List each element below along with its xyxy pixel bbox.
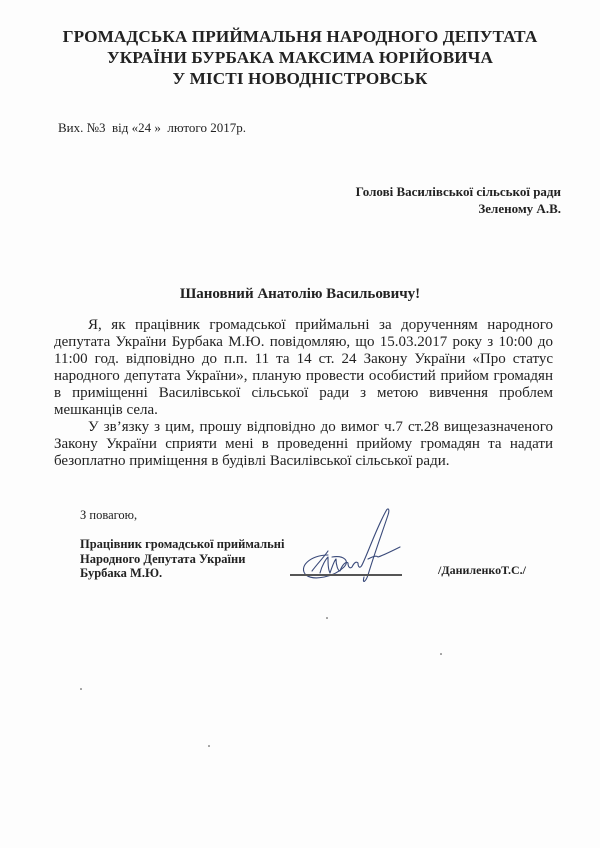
addressee-line-2: Зеленому А.В. — [478, 201, 561, 216]
letterhead — [0, 26, 600, 89]
letter-body — [54, 317, 553, 470]
signatory-title — [80, 537, 284, 581]
signatory-title-line-1: Працівник громадської приймальні — [80, 537, 285, 551]
body-paragraph-2: У зв’язку з цим, прошу відповідно до вимог ч.7 ст.28 вищезазначеного Закону України сприяти мені в проведенні прийому громадян та надати безоплатно приміщення в будівлі Василівської сільської ради. — [54, 419, 553, 469]
letterhead-line-1: ГРОМАДСЬКА ПРИЙМАЛЬНЯ НАРОДНОГО ДЕПУТАТА — [62, 27, 538, 46]
closing-phrase: З повагою, — [80, 508, 138, 522]
signatory-title-line-2: Народного Депутата України — [80, 551, 246, 566]
scan-speck — [440, 653, 442, 655]
signatory-title-line-3: Бурбака М.Ю. — [80, 566, 163, 580]
letterhead-line-2: УКРАЇНИ БУРБАКА МАКСИМА ЮРІЙОВИЧА — [107, 48, 493, 67]
outgoing-reference: Вих. №3 від «24 » лютого 2017р. — [58, 120, 246, 135]
signer-name: /ДаниленкоТ.С./ — [438, 563, 526, 577]
salutation: Шановний Анатолію Васильовичу! — [179, 286, 421, 302]
handwritten-signature — [288, 505, 418, 585]
scan-speck — [80, 688, 82, 690]
addressee-line-1: Голові Василівської сільської ради — [355, 184, 561, 199]
scan-speck — [326, 617, 328, 619]
body-paragraph-1: Я, як працівник громадської приймальні за дорученням народного депутата України Бурбака М.Ю. повідомляю, що 15.03.2017 року з 10:00 до 11:00 год. відповідно до п.п. 11 та 14 ст. 24 Закону України «Про статус народного депутата України», планую провести особистий прийом громадян в приміщенні Василівської сільської ради з метою вивчення проблем мешканців села. — [54, 317, 553, 418]
scan-speck — [208, 745, 210, 747]
addressee-block — [356, 183, 561, 217]
letterhead-line-3: У МІСТІ НОВОДНІСТРОВСЬК — [172, 69, 428, 88]
signature-line — [290, 574, 402, 576]
